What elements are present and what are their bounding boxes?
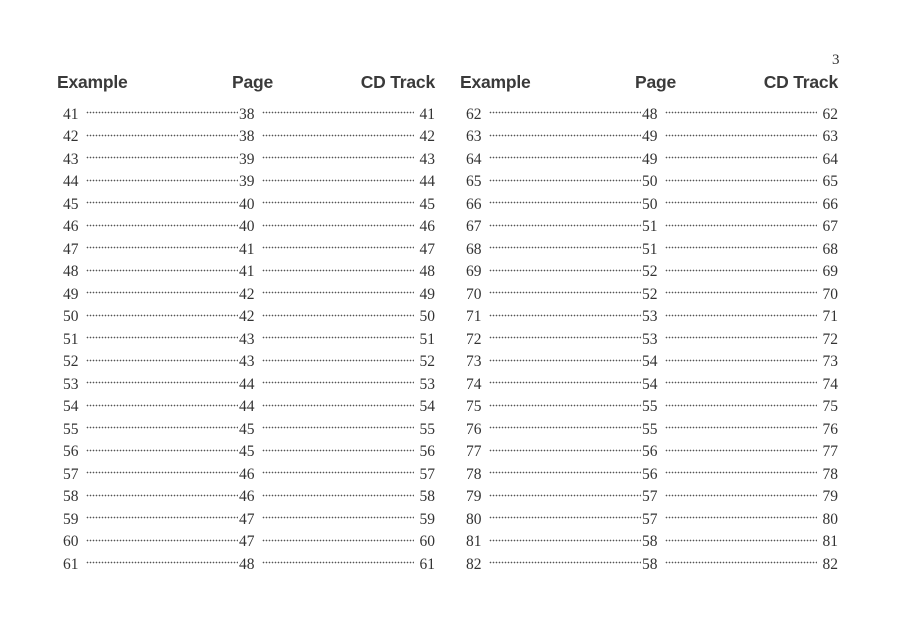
example-number: 50	[63, 308, 79, 325]
page-number-cell: 57	[642, 510, 658, 528]
page-number-cell: 53	[642, 308, 658, 325]
cd-track-number: 61	[419, 555, 435, 573]
dot-leader	[86, 164, 238, 187]
page-number-cell: 49	[642, 150, 658, 168]
page-number-cell: 45	[239, 443, 255, 460]
example-number: 67	[466, 218, 482, 235]
example-number: 52	[63, 353, 79, 370]
cd-track-number: 47	[419, 240, 435, 258]
cd-track-number: 58	[419, 488, 435, 505]
cd-track-number: 65	[822, 173, 838, 190]
dot-leader	[665, 546, 817, 569]
dot-leader	[489, 456, 641, 479]
page-number-cell: 44	[239, 375, 255, 393]
page-number-cell: 50	[642, 173, 658, 190]
left-index-column	[57, 70, 435, 573]
index-row	[57, 96, 435, 123]
example-number: 42	[63, 128, 79, 145]
example-number: 46	[63, 218, 79, 235]
example-number: 69	[466, 263, 482, 280]
page-number-cell: 47	[239, 510, 255, 528]
page-number-cell: 51	[642, 218, 658, 235]
example-number: 73	[466, 353, 482, 370]
dot-leader	[262, 501, 414, 524]
example-number: 59	[63, 510, 79, 528]
dot-leader	[665, 389, 817, 412]
right-rows	[460, 96, 838, 573]
page-number-cell: 40	[239, 218, 255, 235]
header-page: Page	[635, 72, 677, 92]
dot-leader	[262, 164, 414, 187]
header-example: Example	[460, 72, 531, 92]
header-cd-track: CD Track	[763, 72, 838, 92]
dot-leader	[86, 209, 238, 232]
dot-leader	[489, 546, 641, 569]
dot-leader	[665, 344, 817, 367]
dot-leader	[86, 254, 238, 277]
page-number-cell: 45	[239, 420, 255, 438]
dot-leader	[665, 501, 817, 524]
example-number: 71	[466, 308, 482, 325]
example-number: 44	[63, 173, 79, 190]
dot-leader	[262, 366, 414, 389]
page-number-cell: 38	[239, 128, 255, 145]
example-number: 75	[466, 398, 482, 415]
example-number: 80	[466, 510, 482, 528]
dot-leader	[262, 276, 414, 299]
cd-track-number: 69	[822, 263, 838, 280]
dot-leader	[489, 276, 641, 299]
example-number: 70	[466, 285, 482, 303]
dot-leader	[489, 299, 641, 322]
cd-track-number: 67	[822, 218, 838, 235]
dot-leader	[262, 524, 414, 547]
example-number: 41	[63, 105, 79, 123]
page-number-cell: 56	[642, 465, 658, 483]
dot-leader	[665, 299, 817, 322]
dot-leader	[86, 366, 238, 389]
dot-leader	[489, 411, 641, 434]
cd-track-number: 66	[822, 195, 838, 213]
dot-leader	[86, 119, 238, 142]
dot-leader	[489, 321, 641, 344]
page-number-cell: 39	[239, 173, 255, 190]
cd-track-number: 76	[822, 420, 838, 438]
cd-track-number: 72	[822, 330, 838, 348]
dot-leader	[86, 411, 238, 434]
dot-leader	[489, 344, 641, 367]
dot-leader	[489, 96, 641, 119]
dot-leader	[86, 456, 238, 479]
cd-track-number: 78	[822, 465, 838, 483]
dot-leader	[665, 186, 817, 209]
cd-track-number: 46	[419, 218, 435, 235]
header-page: Page	[232, 72, 274, 92]
dot-leader	[665, 411, 817, 434]
page-number-cell: 48	[642, 105, 658, 123]
dot-leader	[665, 231, 817, 254]
example-number: 72	[466, 330, 482, 348]
page-number-cell: 42	[239, 285, 255, 303]
dot-leader	[86, 141, 238, 164]
cd-track-number: 63	[822, 128, 838, 145]
example-number: 81	[466, 533, 482, 550]
cd-track-number: 50	[419, 308, 435, 325]
page-number-cell: 58	[642, 555, 658, 573]
page-number-cell: 49	[642, 128, 658, 145]
dot-leader	[262, 546, 414, 569]
page-number-cell: 56	[642, 443, 658, 460]
example-number: 61	[63, 555, 79, 573]
cd-track-number: 79	[822, 488, 838, 505]
dot-leader	[489, 524, 641, 547]
page-number-cell: 40	[239, 195, 255, 213]
cd-track-number: 45	[419, 195, 435, 213]
dot-leader	[665, 119, 817, 142]
cd-track-number: 51	[419, 330, 435, 348]
cd-track-number: 64	[822, 150, 838, 168]
dot-leader	[489, 164, 641, 187]
dot-leader	[665, 141, 817, 164]
page-number-cell: 42	[239, 308, 255, 325]
dot-leader	[86, 389, 238, 412]
dot-leader	[665, 479, 817, 502]
dot-leader	[86, 96, 238, 119]
example-number: 49	[63, 285, 79, 303]
cd-track-number: 70	[822, 285, 838, 303]
dot-leader	[86, 434, 238, 457]
cd-track-number: 59	[419, 510, 435, 528]
dot-leader	[262, 321, 414, 344]
cd-track-number: 71	[822, 308, 838, 325]
right-index-column	[460, 70, 838, 573]
dot-leader	[86, 501, 238, 524]
page-number-cell: 50	[642, 195, 658, 213]
example-number: 65	[466, 173, 482, 190]
dot-leader	[665, 96, 817, 119]
dot-leader	[262, 344, 414, 367]
dot-leader	[489, 254, 641, 277]
left-rows	[57, 96, 435, 573]
dot-leader	[262, 254, 414, 277]
page-number-cell: 44	[239, 398, 255, 415]
example-number: 79	[466, 488, 482, 505]
cd-track-number: 75	[822, 398, 838, 415]
dot-leader	[262, 96, 414, 119]
page-number-cell: 38	[239, 105, 255, 123]
dot-leader	[86, 231, 238, 254]
header-cd-track: CD Track	[360, 72, 435, 92]
cd-track-number: 80	[822, 510, 838, 528]
cd-track-number: 48	[419, 263, 435, 280]
dot-leader	[665, 209, 817, 232]
page-number-cell: 43	[239, 330, 255, 348]
page-number-cell: 39	[239, 150, 255, 168]
cd-track-number: 62	[822, 105, 838, 123]
dot-leader	[262, 389, 414, 412]
page-number-cell: 51	[642, 240, 658, 258]
dot-leader	[86, 546, 238, 569]
page-number-cell: 52	[642, 263, 658, 280]
page-number-cell: 46	[239, 465, 255, 483]
dot-leader	[262, 119, 414, 142]
dot-leader	[665, 434, 817, 457]
example-number: 74	[466, 375, 482, 393]
dot-leader	[665, 276, 817, 299]
cd-track-number: 41	[419, 105, 435, 123]
example-number: 62	[466, 105, 482, 123]
page-number-cell: 46	[239, 488, 255, 505]
dot-leader	[262, 411, 414, 434]
cd-track-number: 42	[419, 128, 435, 145]
dot-leader	[262, 434, 414, 457]
page-number-cell: 48	[239, 555, 255, 573]
page-number-cell: 43	[239, 353, 255, 370]
cd-track-number: 77	[822, 443, 838, 460]
example-number: 82	[466, 555, 482, 573]
example-number: 60	[63, 533, 79, 550]
dot-leader	[262, 479, 414, 502]
dot-leader	[262, 456, 414, 479]
cd-track-number: 52	[419, 353, 435, 370]
page-number-cell: 54	[642, 375, 658, 393]
dot-leader	[489, 209, 641, 232]
dot-leader	[86, 276, 238, 299]
dot-leader	[262, 231, 414, 254]
cd-track-number: 54	[419, 398, 435, 415]
dot-leader	[262, 299, 414, 322]
dot-leader	[489, 119, 641, 142]
cd-track-number: 49	[419, 285, 435, 303]
dot-leader	[489, 479, 641, 502]
page-number-cell: 55	[642, 420, 658, 438]
page-number: 3	[832, 52, 840, 68]
example-number: 77	[466, 443, 482, 460]
dot-leader	[86, 524, 238, 547]
example-number: 45	[63, 195, 79, 213]
dot-leader	[489, 366, 641, 389]
page-number-cell: 53	[642, 330, 658, 348]
cd-track-number: 57	[419, 465, 435, 483]
dot-leader	[262, 209, 414, 232]
dot-leader	[665, 366, 817, 389]
example-number: 48	[63, 263, 79, 280]
page-number-cell: 41	[239, 240, 255, 258]
example-number: 66	[466, 195, 482, 213]
cd-track-number: 74	[822, 375, 838, 393]
dot-leader	[665, 524, 817, 547]
dot-leader	[489, 501, 641, 524]
example-number: 51	[63, 330, 79, 348]
dot-leader	[489, 389, 641, 412]
cd-track-number: 44	[419, 173, 435, 190]
dot-leader	[489, 231, 641, 254]
example-number: 55	[63, 420, 79, 438]
dot-leader	[489, 141, 641, 164]
page-number-cell: 57	[642, 488, 658, 505]
page-number-cell: 58	[642, 533, 658, 550]
dot-leader	[489, 186, 641, 209]
example-number: 56	[63, 443, 79, 460]
example-number: 47	[63, 240, 79, 258]
example-number: 68	[466, 240, 482, 258]
dot-leader	[86, 321, 238, 344]
dot-leader	[262, 141, 414, 164]
dot-leader	[665, 164, 817, 187]
example-number: 58	[63, 488, 79, 505]
page-number-cell: 52	[642, 285, 658, 303]
cd-track-number: 60	[419, 533, 435, 550]
header-example: Example	[57, 72, 128, 92]
column-header	[460, 70, 838, 96]
cd-track-number: 53	[419, 375, 435, 393]
cd-track-number: 73	[822, 353, 838, 370]
example-number: 63	[466, 128, 482, 145]
cd-track-number: 56	[419, 443, 435, 460]
example-number: 76	[466, 420, 482, 438]
page-number-cell: 54	[642, 353, 658, 370]
dot-leader	[262, 186, 414, 209]
page-number-cell: 47	[239, 533, 255, 550]
example-number: 78	[466, 465, 482, 483]
dot-leader	[489, 434, 641, 457]
dot-leader	[86, 186, 238, 209]
example-number: 54	[63, 398, 79, 415]
cd-track-number: 68	[822, 240, 838, 258]
page-number-cell: 55	[642, 398, 658, 415]
dot-leader	[665, 321, 817, 344]
index-row	[460, 96, 838, 123]
example-number: 53	[63, 375, 79, 393]
dot-leader	[86, 299, 238, 322]
cd-track-number: 43	[419, 150, 435, 168]
dot-leader	[665, 456, 817, 479]
example-number: 57	[63, 465, 79, 483]
cd-track-number: 55	[419, 420, 435, 438]
example-number: 43	[63, 150, 79, 168]
example-number: 64	[466, 150, 482, 168]
cd-track-number: 82	[822, 555, 838, 573]
page-number-cell: 41	[239, 263, 255, 280]
dot-leader	[86, 344, 238, 367]
cd-track-number: 81	[822, 533, 838, 550]
dot-leader	[86, 479, 238, 502]
column-header	[57, 70, 435, 96]
dot-leader	[665, 254, 817, 277]
